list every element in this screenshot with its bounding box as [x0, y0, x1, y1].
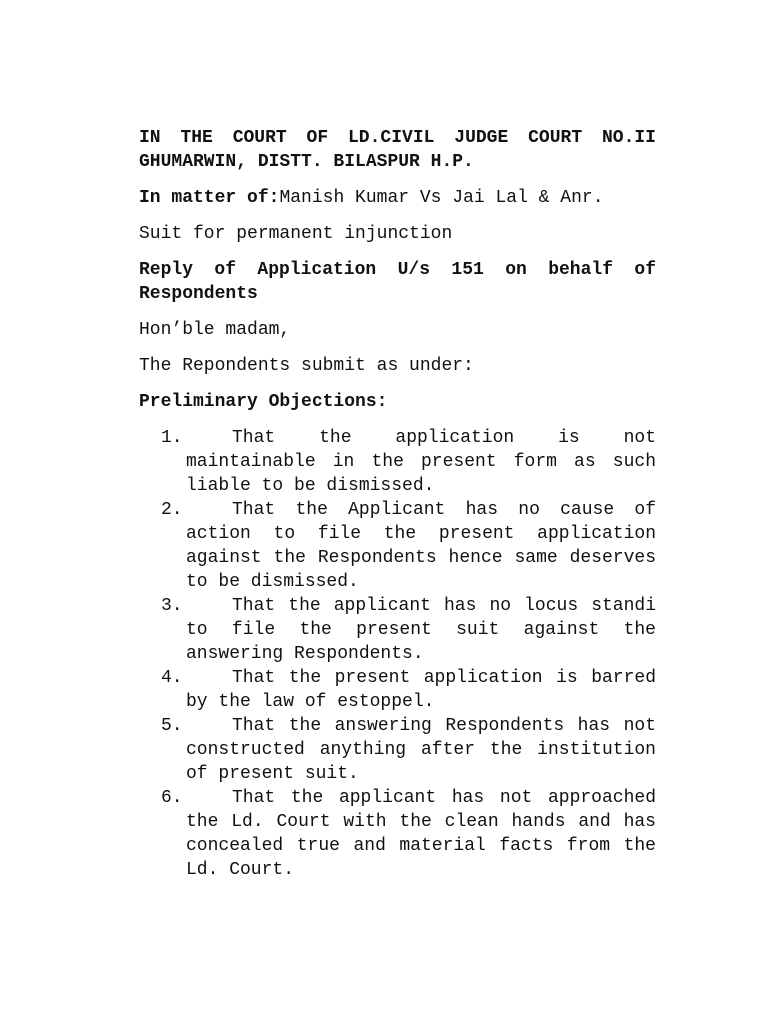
- objection-text: That the application is not maintainable in the present form as such liable to be dismissed.: [186, 428, 656, 496]
- objection-number: 6.: [161, 788, 183, 808]
- suit-line: Suit for permanent injunction: [139, 224, 453, 244]
- objection-number: 4.: [161, 668, 183, 688]
- objection-text: That the present application is barred by the law of estoppel.: [186, 668, 656, 712]
- objection-number: 5.: [161, 716, 183, 736]
- objection-item: [139, 714, 656, 786]
- objection-item: [139, 666, 656, 714]
- objections-list: [139, 426, 656, 882]
- objection-text: That the Applicant has no cause of action to file the present application against the Respondents hence same deserves to be dismissed.: [186, 500, 656, 592]
- objection-item: [139, 498, 656, 594]
- court-heading: IN THE COURT OF LD.CIVIL JUDGE COURT NO.II GHUMARWIN, DISTT. BILASPUR H.P.: [139, 128, 656, 172]
- matter-label: In matter of:: [139, 188, 280, 208]
- reply-heading: Reply of Application U/s 151 on behalf of Respondents: [139, 260, 656, 304]
- objection-number: 1.: [161, 428, 183, 448]
- objection-text: That the applicant has no locus standi to file the present suit against the answering Respondents.: [186, 596, 656, 664]
- objection-text: That the applicant has not approached the Ld. Court with the clean hands and has concealed true and material facts from the Ld. Court.: [186, 788, 656, 880]
- salutation: Hon’ble madam,: [139, 320, 291, 340]
- document-body: [139, 126, 656, 882]
- matter-line: [139, 186, 656, 210]
- objection-item: [139, 426, 656, 498]
- objection-item: [139, 786, 656, 882]
- objection-number: 3.: [161, 596, 183, 616]
- intro-line: The Repondents submit as under:: [139, 356, 474, 376]
- objections-heading: Preliminary Objections:: [139, 392, 388, 412]
- objection-item: [139, 594, 656, 666]
- objection-number: 2.: [161, 500, 183, 520]
- objection-text: That the answering Respondents has not constructed anything after the institution of present suit.: [186, 716, 656, 784]
- matter-value: Manish Kumar Vs Jai Lal & Anr.: [279, 188, 604, 208]
